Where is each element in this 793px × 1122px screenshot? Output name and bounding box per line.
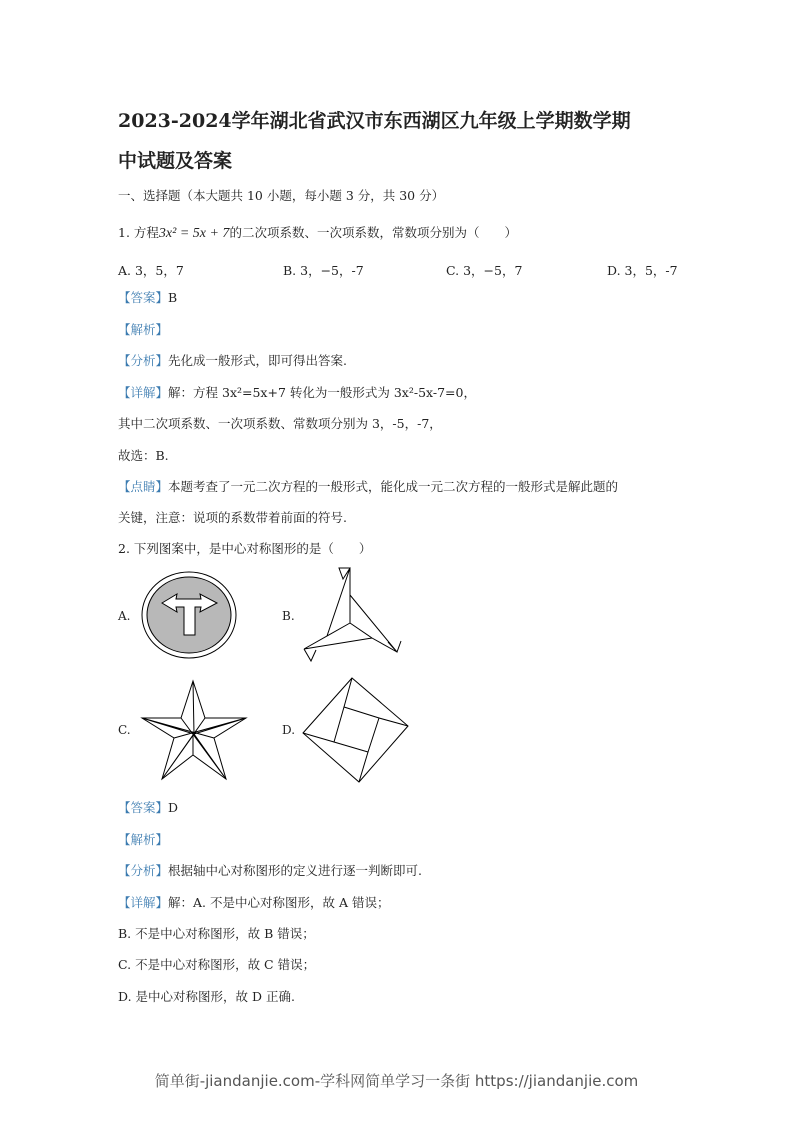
line-text: 解：A. 不是中心对称图形，故 A 错误； bbox=[168, 895, 390, 910]
answer-tag: 【答案】 bbox=[118, 290, 169, 305]
line-text: D. 是中心对称图形，故 D 正确. bbox=[118, 989, 295, 1004]
q1-option-b: B. 3，−5，-7 bbox=[283, 263, 364, 278]
line-text: 其中二次项系数、一次项系数、常数项分别为 3，-5，-7， bbox=[118, 416, 442, 431]
q1-suffix: 的二次项系数、一次项系数，常数项分别为（ ） bbox=[229, 225, 517, 240]
fig-label-d: D. bbox=[282, 723, 296, 737]
q1-prefix: 1. 方程 bbox=[118, 225, 159, 240]
section-heading: 一、选择题（本大题共 10 小题，每小题 3 分，共 30 分） bbox=[118, 188, 445, 203]
section-tag: 【详解】 bbox=[118, 385, 169, 400]
line-text: 解：方程 3x²=5x+7 转化为一般形式为 3x²-5x-7=0， bbox=[168, 385, 476, 400]
fig-label-b: B. bbox=[282, 609, 295, 623]
q2-stem: 2. 下列图案中，是中心对称图形的是（ ） bbox=[118, 541, 372, 556]
section-tag: 【详解】 bbox=[118, 895, 169, 910]
section-tag: 【分析】 bbox=[118, 353, 169, 368]
q2-answer bbox=[118, 800, 178, 816]
line-text: B. 不是中心对称图形，故 B 错误； bbox=[118, 926, 315, 941]
line-text: 关键，注意：说项的系数带着前面的符号. bbox=[118, 510, 347, 525]
footer-watermark: 简单街-jiandanjie.com-学科网简单学习一条街 https://jiandanjie.com bbox=[154, 1072, 639, 1090]
line-text: 故选：B. bbox=[118, 448, 169, 463]
line-text: 本题考查了一元二次方程的一般形式，能化成一元二次方程的一般形式是解此题的 bbox=[168, 479, 619, 494]
q2-explanation-line bbox=[118, 863, 422, 879]
answer-value: B bbox=[168, 290, 178, 305]
q1-option-c: C. 3，−5，7 bbox=[446, 263, 523, 278]
q2-explanation-line bbox=[118, 957, 315, 973]
fig-label-a: A. bbox=[118, 609, 131, 623]
figure-b-pinwheel bbox=[304, 568, 401, 661]
answer-value: D bbox=[168, 800, 179, 815]
doc-title-line2: 中试题及答案 bbox=[118, 150, 233, 172]
line-text: 根据轴中心对称图形的定义进行逐一判断即可. bbox=[168, 863, 422, 878]
q2-explanation-line bbox=[118, 989, 295, 1005]
doc-title-line1: 2023-2024学年湖北省武汉市东西湖区九年级上学期数学期 bbox=[118, 110, 631, 132]
section-tag: 【点睛】 bbox=[118, 479, 169, 494]
q2-analysis-tag: 【解析】 bbox=[118, 832, 169, 847]
figure-c-star bbox=[142, 681, 246, 779]
q2-explanation-line bbox=[118, 895, 389, 911]
q1-option-d: D. 3，5，-7 bbox=[607, 263, 678, 278]
q1-analysis-tag: 【解析】 bbox=[118, 322, 169, 337]
q1-equation: 3x² = 5x + 7 bbox=[158, 226, 230, 241]
section-tag: 【分析】 bbox=[118, 863, 169, 878]
figure-d-square bbox=[303, 678, 408, 782]
line-text: C. 不是中心对称图形，故 C 错误； bbox=[118, 957, 316, 972]
figure-a-traffic-sign bbox=[142, 572, 236, 658]
q1-option-a: A. 3，5，7 bbox=[118, 263, 184, 278]
answer-tag: 【答案】 bbox=[118, 800, 169, 815]
fig-label-c: C. bbox=[118, 723, 131, 737]
line-text: 先化成一般形式，即可得出答案. bbox=[168, 353, 347, 368]
q2-explanation-line bbox=[118, 926, 315, 942]
